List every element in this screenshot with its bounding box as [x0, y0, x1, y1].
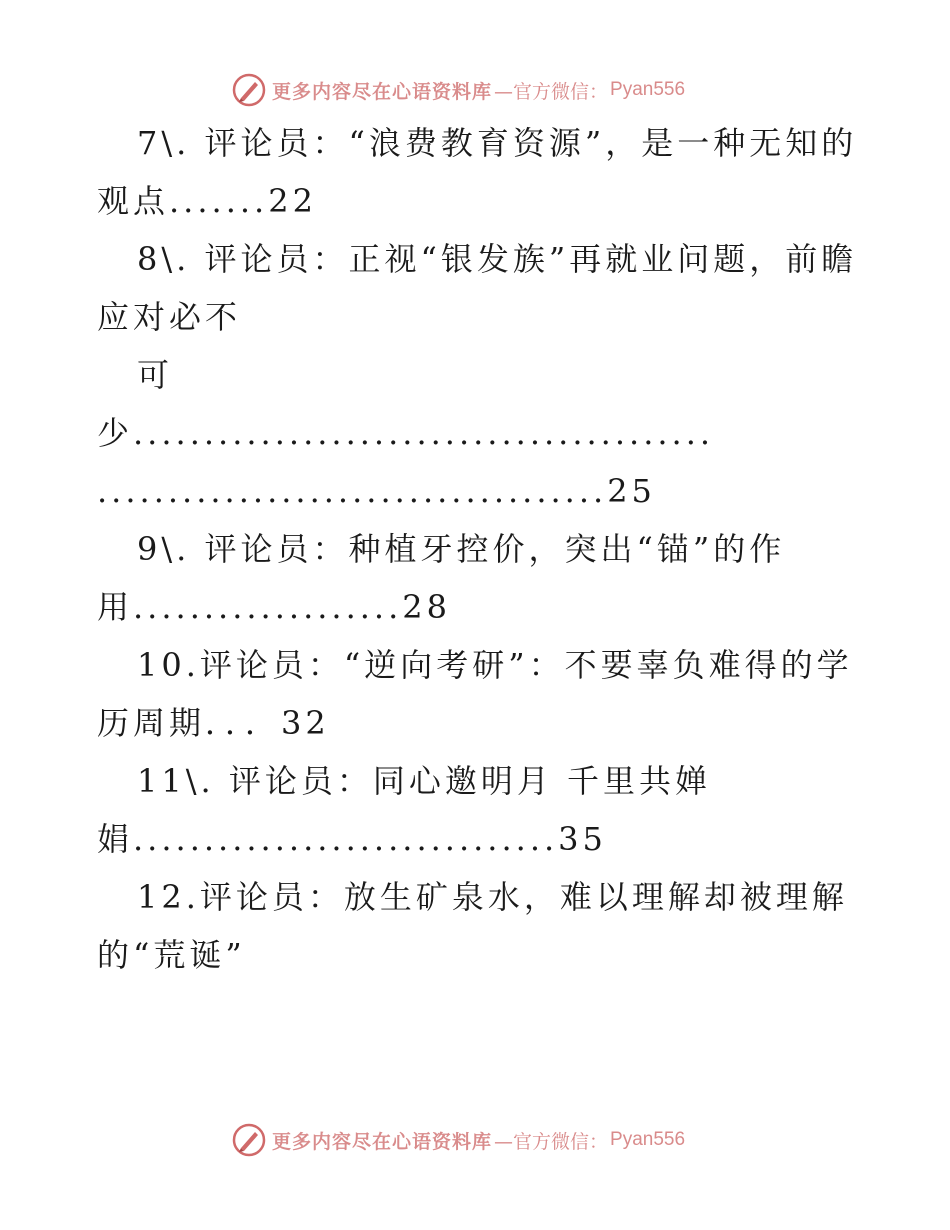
toc-entry-10-line-1: 10.评论员：“逆向考研”：不要辜负难得的学 — [137, 646, 853, 684]
toc-entry-7-line-1: 7\. 评论员：“浪费教育资源”，是一种无知的 — [137, 124, 858, 162]
watermark-brand: 更多内容尽在心语资料库 — [272, 80, 493, 103]
toc-entry-8-line-2: 应对必不 — [97, 298, 242, 336]
toc-entry-11-line-2: 娟..............................35 — [97, 820, 607, 858]
toc-entry-9-line-2: 用...................28 — [97, 588, 451, 626]
toc-entry-8-line-4: 少......................................... — [97, 414, 715, 452]
toc-entry-8-line-1: 8\. 评论员：正视“银发族”再就业问题，前瞻 — [137, 240, 858, 278]
toc-entry-8-line-5: ....................................25 — [97, 472, 656, 510]
toc-entry-7-line-2: 观点.......22 — [97, 182, 317, 220]
watermark-separator: —官方微信： — [494, 1130, 609, 1153]
pen-logo-icon — [232, 1123, 266, 1157]
watermark-wechat-id: Pyan556 — [610, 1129, 686, 1150]
toc-entry-11-line-1: 11\. 评论员：同心邀明月 千里共婵 — [137, 762, 712, 800]
toc-entry-10-line-2: 历周期．．．32 — [97, 704, 330, 742]
pen-logo-icon — [232, 73, 266, 107]
footer-watermark — [232, 1122, 685, 1158]
toc-entry-12-line-2: 的“荒诞” — [97, 936, 246, 974]
toc-entry-8-line-3: 可 — [137, 356, 174, 394]
watermark-brand: 更多内容尽在心语资料库 — [272, 1130, 493, 1153]
toc-entry-12-line-1: 12.评论员：放生矿泉水，难以理解却被理解 — [137, 878, 848, 916]
watermark-wechat-id: Pyan556 — [610, 79, 686, 100]
toc-entry-9-line-1: 9\. 评论员：种植牙控价，突出“锚”的作 — [137, 530, 786, 568]
watermark-separator: —官方微信： — [494, 80, 609, 103]
header-watermark — [232, 72, 685, 108]
